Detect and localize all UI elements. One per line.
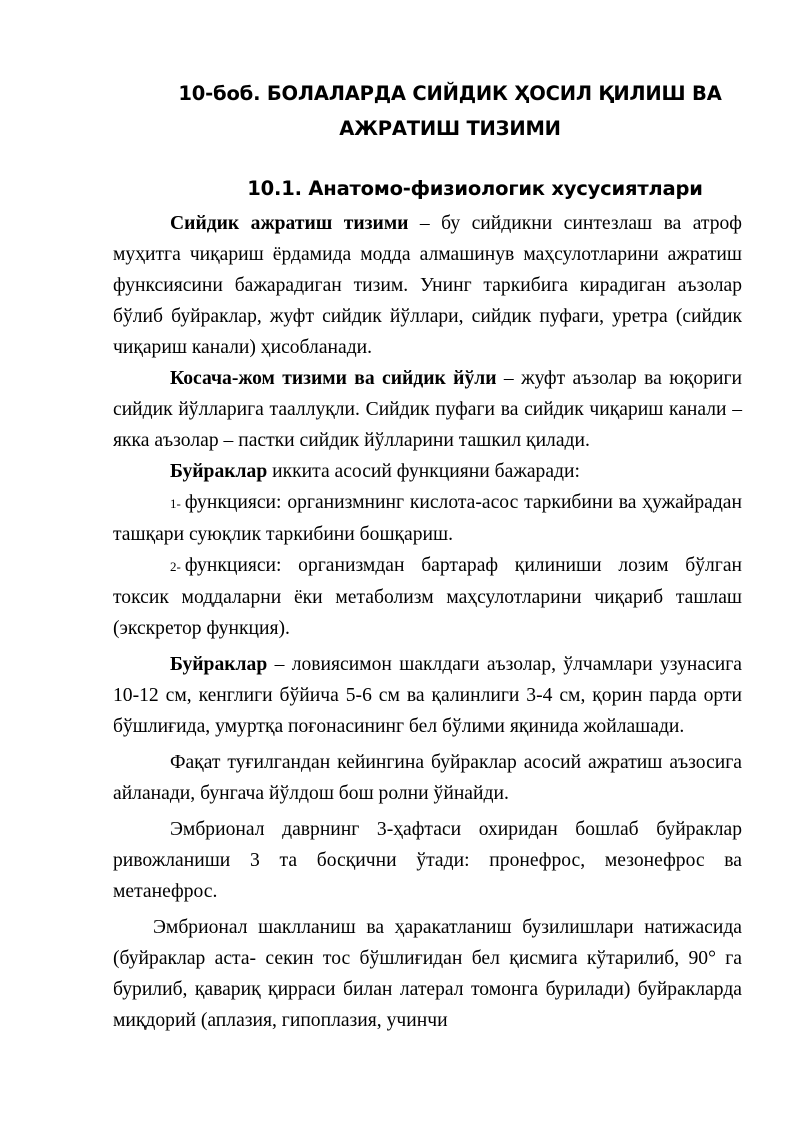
paragraph-after-birth: Фақат туғилгандан кейингина буйраклар асосий ажратиш аъзосига айланади, бунгача йўлдош бош ролни ўйнайди.: [113, 752, 742, 804]
paragraph-text: – жуфт аъзолар ва юқориги сийдик йўлларига тааллуқли. Сийдик пуфаги ва сийдик чиқариш канали – якка аъзолар – пастки сийдик йўлларини ташкил қилади.: [113, 368, 742, 451]
list-number: 1-: [170, 496, 181, 511]
paragraph-kidney-functions: [113, 456, 742, 487]
list-item-text: функцияси: организмдан бартараф қилиниши лозим бўлган токсик моддаларни ёки метаболизм маҳсулотларини чиқариб ташлаш (экскретор функция).: [113, 555, 742, 639]
paragraph-embryonic-stages: Эмбрионал даврнинг 3-ҳафтаси охиридан бошлаб буйраклар ривожланиши 3 та босқични ўтади: пронефрос, мезонефрос ва метанефрос.: [113, 819, 742, 902]
term-kidneys: Буйраклар: [170, 461, 268, 482]
paragraph-text: иккита асосий функцияни бажаради:: [267, 461, 580, 482]
list-item-function-1: [113, 487, 742, 550]
term-urinary-system: Сийдик ажратиш тизими: [170, 213, 409, 234]
term-kidneys: Буйраклар: [170, 654, 268, 675]
paragraph-text: – ловиясимон шаклдаги аъзолар, ўлчамлари узунасига 10-12 см, кенглиги бўйича 5-6 см ва қалинлиги 3-4 см, қорин парда орти бўшлиғида, умуртқа поғонасининг бел бўлими яқинида жойлашади.: [113, 654, 742, 737]
list-number: 2-: [170, 559, 181, 574]
chapter-title: [130, 76, 770, 146]
section-title: 10.1. Анатомо-физиологик хусусиятлари: [247, 177, 703, 200]
list-item-function-2: [113, 550, 742, 644]
paragraph-embryonic-disorders: Эмбрионал шаклланиш ва ҳаракатланиш бузилишлари натижасида (буйраклар аста- секин тос бўшлиғидан бел қисмига кўтарилиб, 90° га бурилиб, қавариқ қирраси билан латерал томонга бурилади) буйракларда миқдорий (аплазия, гипоплазия, учинчи: [113, 917, 742, 1031]
list-item-text: функцияси: организмнинг кислота-асос таркибини ва ҳужайрадан ташқари суюқлик таркибини бошқариш.: [113, 492, 742, 545]
paragraph-calyx-pelvis: [113, 363, 742, 456]
paragraph-text: – бу сийдикни синтезлаш ва атроф муҳитга чиқариш ёрдамида модда алмашинув маҳсулотларини ажратиш функсиясини бажарадиган тизим. Унинг таркибига кирадиган аъзолар бўлиб буйраклар, жуфт сийдик йўллари, сийдик пуфаги, уретра (сийдик чиқариш канали) ҳисобланади.: [113, 213, 742, 358]
chapter-title-line-1: 10-боб. БОЛАЛАРДА СИЙДИК ҲОСИЛ ҚИЛИШ ВА: [178, 82, 722, 105]
chapter-title-line-2: АЖРАТИШ ТИЗИМИ: [339, 117, 561, 140]
paragraph-kidney-shape: [113, 649, 742, 742]
term-calyx-pelvis: Косача-жом тизими ва сийдик йўли: [170, 368, 497, 389]
paragraph-urinary-system: [113, 208, 742, 363]
document-body: [113, 208, 742, 1036]
